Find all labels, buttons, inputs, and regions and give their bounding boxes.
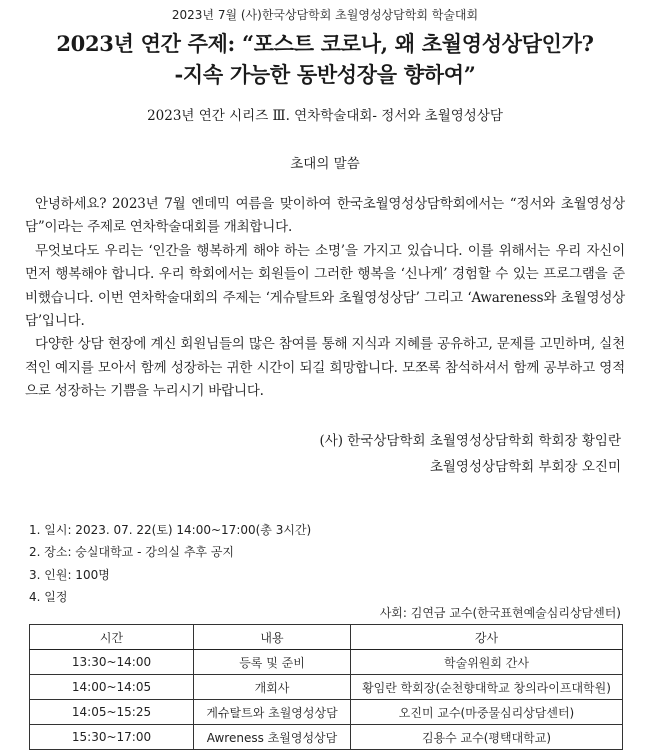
greeting-heading: 초대의 말씀 bbox=[290, 156, 360, 172]
row-content: Awreness 초월영성상담 bbox=[194, 725, 351, 750]
info-date: 1. 일시: 2023. 07. 22(토) 14:00~17:00(총 3시간) bbox=[29, 523, 312, 537]
row-time: 14:05~15:25 bbox=[30, 700, 194, 725]
greeting-paragraph-3: 다양한 상담 현장에 계신 회원님들의 많은 참여를 통해 지식과 지혜를 공유하고, 문제를 고민하며, 실천적인 예지를 모아서 함께 성장하는 귀한 시간이 되길 희망합니다. 모쪼록 참석하셔서 함께 공부하고 영적으로 성장하는 기쁨을 누리시기 바랍니다. bbox=[25, 336, 625, 400]
info-schedule-label: 4. 일정 bbox=[29, 590, 68, 604]
event-label: 2023년 7월 (사)한국상담학회 초월영성상담학회 학술대회 bbox=[171, 8, 479, 22]
moderator: 사회: 김연금 교수(한국표현예술심리상담센터) bbox=[379, 606, 621, 620]
row-content: 개회사 bbox=[194, 675, 351, 700]
series-subtitle: 2023년 연간 시리즈 Ⅲ. 연차학술대회- 정서와 초월영성상담 bbox=[147, 108, 503, 124]
signature-vice-president: 초월영성상담학회 부회장 오진미 bbox=[429, 459, 621, 475]
schedule-table bbox=[29, 624, 623, 750]
row-content: 게슈탈트와 초월영성상담 bbox=[194, 700, 351, 725]
row-speaker: 학술위원회 간사 bbox=[351, 650, 623, 675]
table-row bbox=[30, 650, 623, 675]
row-speaker: 김용수 교수(평택대학교) bbox=[351, 725, 623, 750]
header-time: 시간 bbox=[30, 625, 194, 650]
greeting-paragraph-1: 안녕하세요? 2023년 7월 엔데믹 여름을 맞이하여 한국초월영성상담학회에서는 “정서와 초월영성상담”이라는 주제로 연차학술대회를 개최합니다. bbox=[25, 196, 625, 236]
signature-president: (사) 한국상담학회 초월영성상담학회 학회장 황임란 bbox=[319, 433, 621, 449]
page-title-line1: 2023년 연간 주제: “포스트 코로나, 왜 초월영성상담인가? bbox=[56, 31, 594, 56]
row-content: 등록 및 준비 bbox=[194, 650, 351, 675]
row-speaker: 오진미 교수(마중물심리상담센터) bbox=[351, 700, 623, 725]
table-row bbox=[30, 700, 623, 725]
header-speaker: 강사 bbox=[351, 625, 623, 650]
row-time: 13:30~14:00 bbox=[30, 650, 194, 675]
page-title-line2: -지속 가능한 동반성장을 향하여” bbox=[174, 62, 476, 87]
table-row bbox=[30, 725, 623, 750]
info-capacity: 3. 인원: 100명 bbox=[29, 568, 110, 582]
greeting-paragraph-2: 무엇보다도 우리는 ‘인간을 행복하게 해야 하는 소명’을 가지고 있습니다. 이를 위해서는 우리 자신이 먼저 행복해야 합니다. 우리 학회에서는 회원들이 그러한 행복을 ‘신나게’ 경험할 수 있는 프로그램을 준비했습니다. 이번 연차학술대회의 주제는 ‘게슈탈트와 초월영성상담’ 그리고 ‘Awareness와 초월영성상담’입니다. bbox=[25, 242, 625, 330]
table-row bbox=[30, 675, 623, 700]
row-time: 15:30~17:00 bbox=[30, 725, 194, 750]
table-header-row bbox=[30, 625, 623, 650]
greeting-body bbox=[25, 193, 625, 404]
header-content: 내용 bbox=[194, 625, 351, 650]
row-speaker: 황임란 학회장(순천향대학교 창의라이프대학원) bbox=[351, 675, 623, 700]
info-place: 2. 장소: 숭실대학교 - 강의실 추후 공지 bbox=[29, 545, 234, 559]
row-time: 14:00~14:05 bbox=[30, 675, 194, 700]
